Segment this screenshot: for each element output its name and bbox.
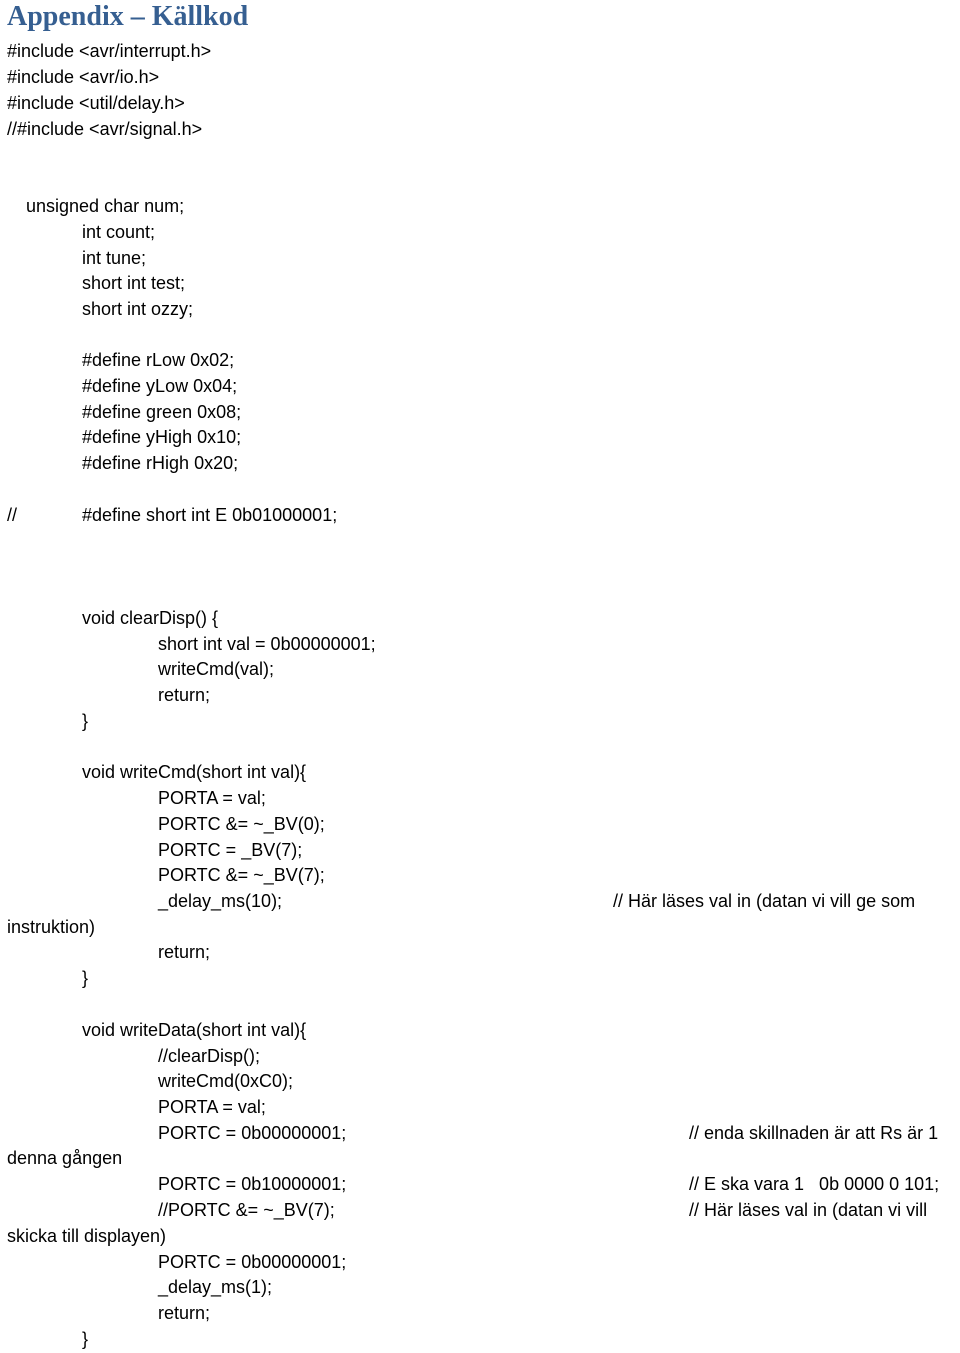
closing-brace: } [82, 968, 89, 988]
code-line: PORTC = _BV(7); [158, 840, 303, 860]
page-heading: Appendix – Källkod [7, 1, 249, 32]
inline-comment: // E ska vara 1 0b 0000 0 101; [689, 1174, 940, 1194]
code-line: //PORTC &= ~_BV(7); [158, 1200, 335, 1220]
code-line: short int val = 0b00000001; [158, 634, 376, 654]
declaration-line: short int test; [82, 273, 186, 293]
function-signature: void writeData(short int val){ [82, 1020, 307, 1040]
code-line: return; [158, 942, 211, 962]
define-line: #define short int E 0b01000001; [82, 505, 338, 525]
closing-brace: } [82, 1329, 89, 1349]
declaration-line: int count; [82, 222, 156, 242]
code-line: return; [158, 685, 211, 705]
define-line: #define rHigh 0x20; [82, 453, 239, 473]
comment-continuation: instruktion) [7, 917, 96, 937]
code-line: PORTC = 0b00000001; [158, 1252, 347, 1272]
closing-brace: } [82, 711, 89, 731]
code-line: _delay_ms(1); [158, 1277, 273, 1297]
code-line: PORTA = val; [158, 788, 266, 808]
code-line: PORTC = 0b10000001; [158, 1174, 347, 1194]
inline-comment: // Här läses val in (datan vi vill [689, 1200, 928, 1220]
inline-comment: // Här läses val in (datan vi vill ge som [613, 891, 916, 911]
define-line: #define green 0x08; [82, 402, 242, 422]
code-line: PORTC &= ~_BV(0); [158, 814, 325, 834]
define-line: #define rLow 0x02; [82, 350, 235, 370]
declaration-line: short int ozzy; [82, 299, 194, 319]
include-line: #include <avr/interrupt.h> [7, 41, 212, 61]
code-line: _delay_ms(10); [158, 891, 283, 911]
code-line: return; [158, 1303, 211, 1323]
define-line: #define yHigh 0x10; [82, 427, 242, 447]
include-line: #include <avr/io.h> [7, 67, 160, 87]
code-line: PORTC &= ~_BV(7); [158, 865, 325, 885]
code-line: PORTA = val; [158, 1097, 266, 1117]
include-line: #include <util/delay.h> [7, 93, 185, 113]
code-line: PORTC = 0b00000001; [158, 1123, 347, 1143]
include-line: //#include <avr/signal.h> [7, 119, 203, 139]
function-signature: void clearDisp() { [82, 608, 219, 628]
inline-comment: // enda skillnaden är att Rs är 1 [689, 1123, 939, 1143]
function-signature: void writeCmd(short int val){ [82, 762, 307, 782]
code-line: //clearDisp(); [158, 1046, 261, 1066]
code-line: writeCmd(val); [158, 659, 275, 679]
declaration-line: unsigned char num; [26, 196, 185, 216]
comment-marker: // [7, 505, 18, 525]
comment-continuation: skicka till displayen) [7, 1226, 167, 1246]
code-line: writeCmd(0xC0); [158, 1071, 294, 1091]
define-line: #define yLow 0x04; [82, 376, 238, 396]
comment-continuation: denna gången [7, 1148, 123, 1168]
declaration-line: int tune; [82, 248, 147, 268]
